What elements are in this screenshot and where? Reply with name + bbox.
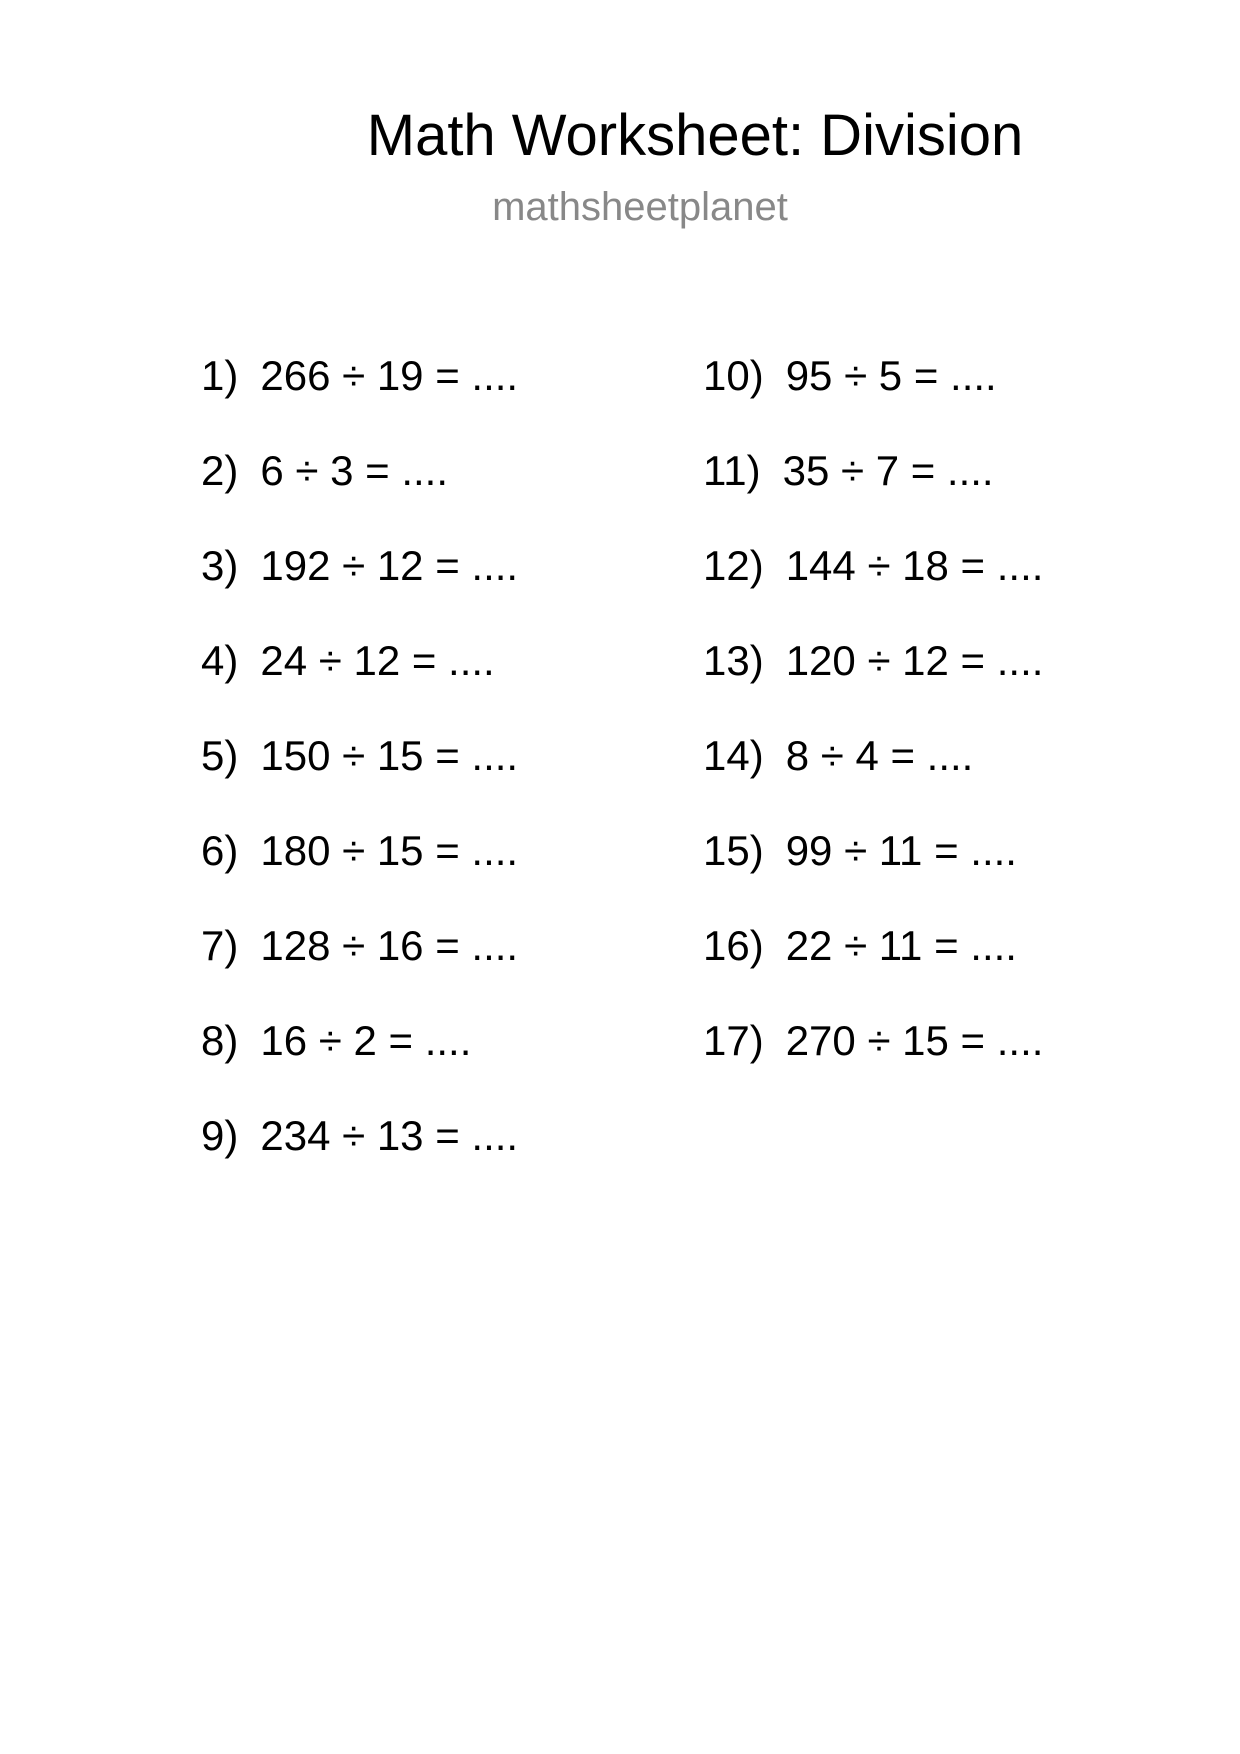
problem-expression: 150 ÷ 15 = .... xyxy=(260,732,519,779)
problem-number: 1) xyxy=(201,352,239,399)
problem-number: 6) xyxy=(201,827,239,874)
problem-expression: 234 ÷ 13 = .... xyxy=(260,1112,519,1159)
problem-item xyxy=(201,441,518,536)
problem-item xyxy=(201,1011,518,1106)
problem-item xyxy=(703,441,1043,536)
problem-number: 13) xyxy=(703,637,764,684)
problem-expression: 22 ÷ 11 = .... xyxy=(785,922,1017,969)
problem-item xyxy=(703,1011,1043,1106)
problem-item xyxy=(703,536,1043,631)
problem-column-right xyxy=(703,346,1043,1106)
problem-item xyxy=(201,916,518,1011)
problem-number: 12) xyxy=(703,542,764,589)
problem-column-left xyxy=(201,346,518,1201)
problem-item xyxy=(201,346,518,441)
problem-item xyxy=(703,726,1043,821)
problem-expression: 192 ÷ 12 = .... xyxy=(260,542,519,589)
problem-item xyxy=(703,346,1043,441)
problem-number: 15) xyxy=(703,827,764,874)
worksheet-title: Math Worksheet: Division xyxy=(366,103,1024,168)
problem-expression: 99 ÷ 11 = .... xyxy=(785,827,1017,874)
problem-item xyxy=(703,821,1043,916)
problem-expression: 6 ÷ 3 = .... xyxy=(260,447,449,494)
problem-number: 16) xyxy=(703,922,764,969)
problem-number: 17) xyxy=(703,1017,764,1064)
problem-number: 7) xyxy=(201,922,239,969)
problem-item xyxy=(201,631,518,726)
problem-expression: 266 ÷ 19 = .... xyxy=(260,352,519,399)
problem-number: 11) xyxy=(703,447,761,494)
problem-expression: 95 ÷ 5 = .... xyxy=(785,352,997,399)
problem-item xyxy=(201,726,518,821)
problem-expression: 144 ÷ 18 = .... xyxy=(785,542,1044,589)
problem-number: 10) xyxy=(703,352,764,399)
problem-expression: 120 ÷ 12 = .... xyxy=(785,637,1044,684)
problem-expression: 35 ÷ 7 = .... xyxy=(782,447,994,494)
problem-expression: 24 ÷ 12 = .... xyxy=(260,637,495,684)
problem-expression: 180 ÷ 15 = .... xyxy=(260,827,519,874)
problem-number: 9) xyxy=(201,1112,239,1159)
problem-item xyxy=(703,631,1043,726)
problem-item xyxy=(201,536,518,631)
problem-expression: 270 ÷ 15 = .... xyxy=(785,1017,1044,1064)
problem-number: 4) xyxy=(201,637,239,684)
problem-item xyxy=(201,821,518,916)
problem-expression: 16 ÷ 2 = .... xyxy=(260,1017,472,1064)
problem-number: 5) xyxy=(201,732,239,779)
problem-number: 2) xyxy=(201,447,239,494)
problem-expression: 8 ÷ 4 = .... xyxy=(785,732,974,779)
problem-item xyxy=(201,1106,518,1201)
problem-number: 3) xyxy=(201,542,239,589)
problem-number: 14) xyxy=(703,732,764,779)
problem-number: 8) xyxy=(201,1017,239,1064)
problem-expression: 128 ÷ 16 = .... xyxy=(260,922,519,969)
worksheet-subtitle: mathsheetplanet xyxy=(492,185,788,229)
problem-item xyxy=(703,916,1043,1011)
